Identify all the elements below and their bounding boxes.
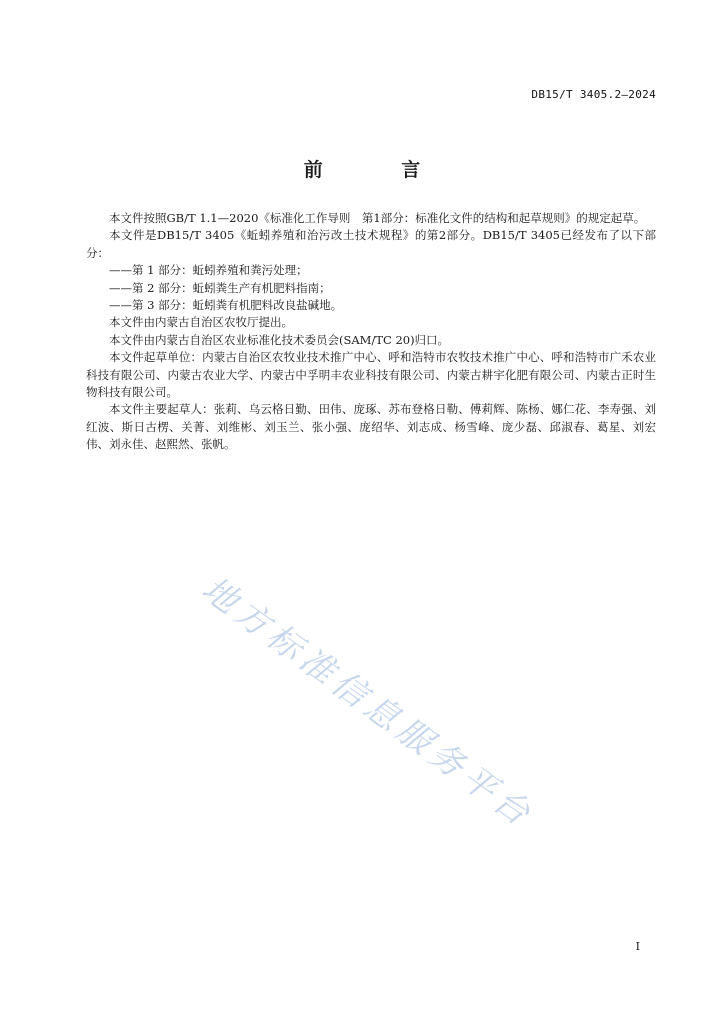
page-number: I bbox=[635, 940, 640, 953]
page-title: 前 言 bbox=[303, 159, 457, 181]
preface-body bbox=[86, 210, 656, 454]
paragraph-committee: 本文件由内蒙古自治区农业标准化技术委员会(SAM/TC 20)归口。 bbox=[109, 332, 450, 347]
paragraph-drafting-rules: 本文件按照GB/T 1.1—2020《标准化工作导则 第1部分：标准化文件的结构和起草规则》的规定起草。 bbox=[109, 211, 646, 225]
list-item: ——第 2 部分：蚯蚓粪生产有机肥料指南； bbox=[109, 280, 331, 295]
list-item: ——第 3 部分：蚯蚓粪有机肥料改良盐碱地。 bbox=[109, 298, 343, 313]
watermark: 地方标准信息服务平台 bbox=[194, 569, 542, 837]
list-item: ——第 1 部分：蚯蚓养殖和粪污处理； bbox=[109, 263, 308, 278]
paragraph-series-intro: 本文件是DB15/T 3405《蚯蚓养殖和治污改土技术规程》的第2部分。DB15/T 3405已经发布了以下部分： bbox=[86, 228, 656, 260]
paragraph-drafters: 本文件主要起草人：张莉、乌云格日勤、田伟、庞琢、苏布登格日勒、傅莉辉、陈杨、娜仁花、李寿强、刘红波、斯日古楞、关菁、刘维彬、刘玉兰、张小强、庞绍华、刘志成、杨雪峰、庞少磊、邱淑春、葛星、刘宏伟、刘永佳、赵熙然、张帆。 bbox=[86, 402, 656, 452]
paragraph-drafting-units: 本文件起草单位：内蒙古自治区农牧业技术推广中心、呼和浩特市农牧技术推广中心、呼和浩特市广禾农业科技有限公司、内蒙古农业大学、内蒙古中孚明丰农业科技有限公司、内蒙古耕宇化肥有限公司、内蒙古正时生物科技有限公司。 bbox=[86, 350, 656, 400]
paragraph-proposer: 本文件由内蒙古自治区农牧厅提出。 bbox=[109, 315, 293, 330]
document-code: DB15/T 3405.2—2024 bbox=[531, 88, 656, 101]
